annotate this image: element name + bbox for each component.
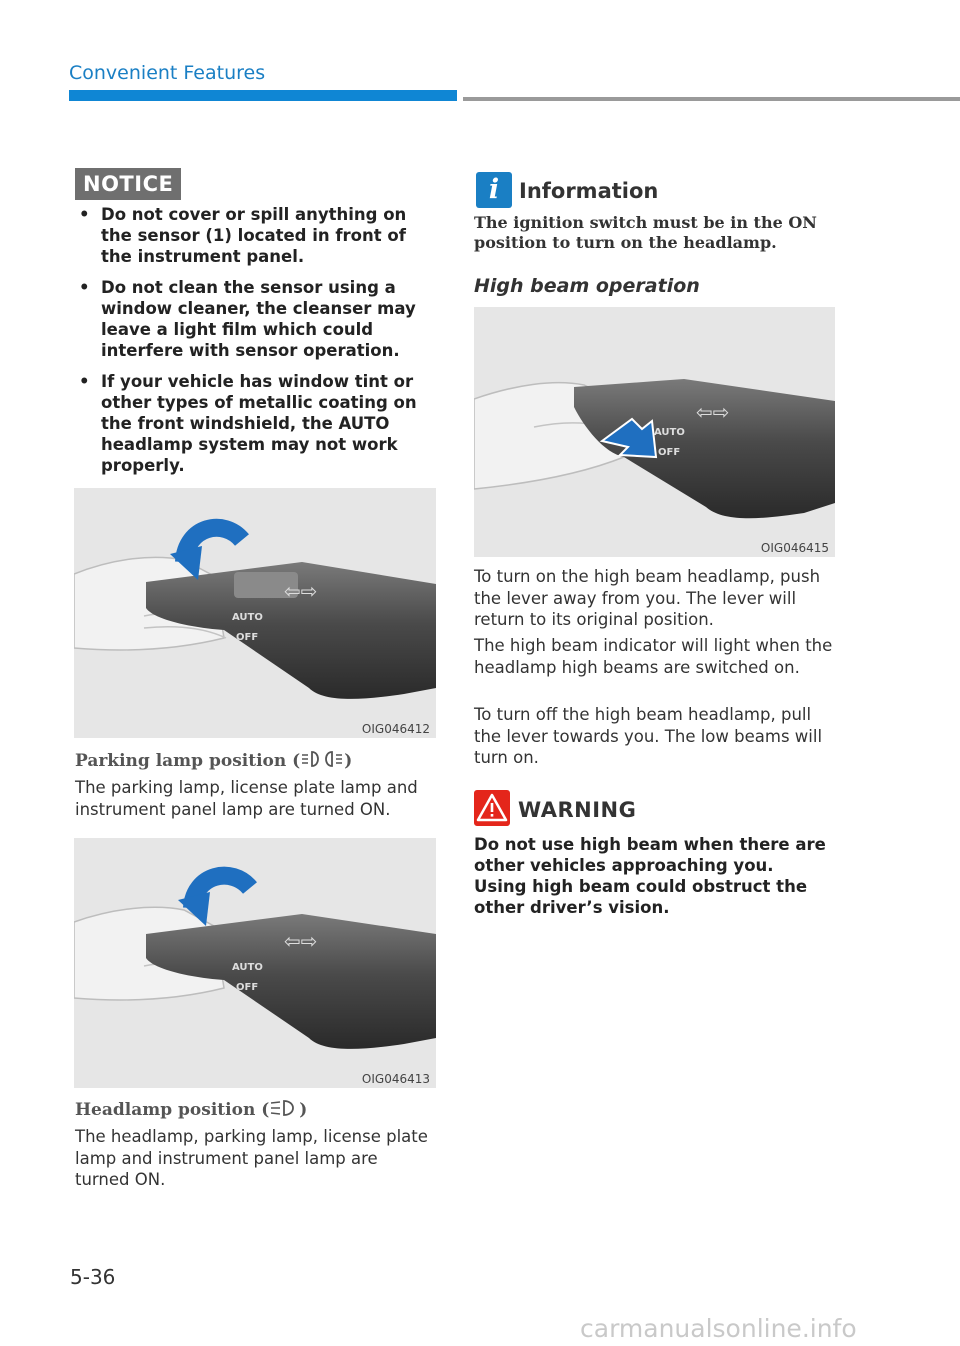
svg-text:⇦⇨: ⇦⇨ [696,400,730,424]
information-title: Information [519,179,659,203]
auto-label: AUTO [232,962,263,973]
section-title: Convenient Features [69,62,266,84]
high-beam-illustration [474,307,835,557]
headlamp-switch-illustration [74,488,436,738]
auto-label: AUTO [232,612,263,623]
notice-item: • Do not clean the sensor using a window cleaner, the cleanser may leave a light film which could interfere with sensor operation. [75,277,430,361]
headlamp-heading: Headlamp position ( ) [75,1098,307,1123]
watermark: carmanualsonline.info [580,1314,857,1343]
figure-headlamp [74,838,436,1088]
info-icon: i [476,172,512,208]
header-bar-rule [463,97,960,101]
warning-icon [474,790,510,826]
notice-tag: NOTICE [75,168,181,200]
high-beam-paragraph: The high beam indicator will light when the headlamp high beams are switched on. [474,636,833,677]
information-text: The ignition switch must be in the ON position to turn on the headlamp. [474,213,817,252]
figure-code: OIG046413 [361,1072,430,1086]
figure-high-beam [474,307,835,557]
parking-lamp-icon [300,749,344,774]
parking-lamp-heading: Parking lamp position ( ) [75,749,352,774]
header-bar-accent [69,90,457,101]
high-beam-paragraph: To turn off the high beam headlamp, pull the lever towards you. The low beams will turn on. [474,705,823,767]
warning-text: Do not use high beam when there are other vehicles approaching you. Using high beam could obstruct the other driver’s vision. [474,835,826,917]
figure-code: OIG046415 [760,541,829,555]
off-label: OFF [658,447,681,458]
off-label: OFF [236,982,259,993]
headlamp-text: The headlamp, parking lamp, license plate lamp and instrument panel lamp are turned ON. [75,1127,428,1189]
svg-text:⇦⇨: ⇦⇨ [284,929,318,953]
headlamp-icon [269,1098,299,1123]
high-beam-heading: High beam operation [474,275,700,297]
parking-lamp-text: The parking lamp, license plate lamp and instrument panel lamp are turned ON. [75,778,418,819]
svg-text:⇦⇨: ⇦⇨ [284,579,318,603]
notice-item: • If your vehicle has window tint or other types of metallic coating on the front windshield, the AUTO headlamp system may not work properly. [75,371,430,476]
notice-item: • Do not cover or spill anything on the sensor (1) located in front of the instrument panel. [75,204,430,267]
high-beam-paragraph: To turn on the high beam headlamp, push the lever away from you. The lever will return to its original position. [474,567,821,629]
notice-list [75,204,430,486]
auto-label: AUTO [654,427,685,438]
figure-parking-lamp [74,488,436,738]
figure-code: OIG046412 [361,722,430,736]
off-label: OFF [236,632,259,643]
headlamp-switch-illustration [74,838,436,1088]
warning-title: WARNING [518,798,637,822]
page-number: 5-36 [70,1265,116,1289]
